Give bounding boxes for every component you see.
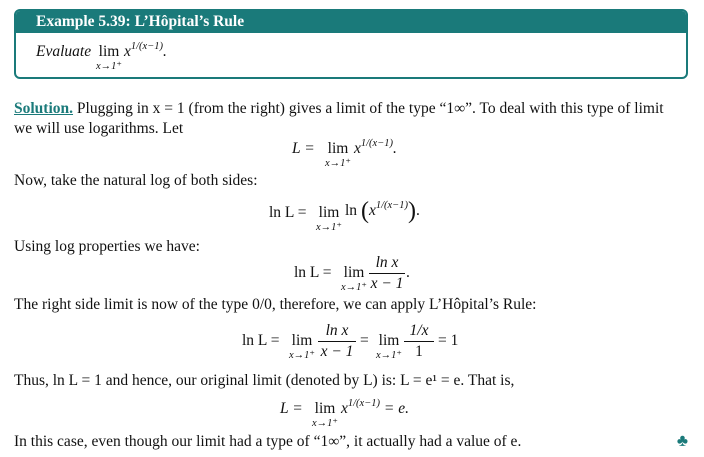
eq2-lhs: ln L = bbox=[269, 204, 307, 221]
eq2-end: . bbox=[415, 202, 420, 219]
eq5-base: x bbox=[341, 400, 348, 417]
eq4-numerator-1: ln x bbox=[318, 322, 356, 342]
eq4-result: = 1 bbox=[438, 332, 459, 349]
solution-label: Solution. bbox=[14, 100, 74, 117]
expr-end: . bbox=[163, 43, 167, 60]
eq3-lim-sub: x→1⁺ bbox=[341, 282, 367, 293]
step-text-2: Using log properties we have: bbox=[14, 238, 200, 255]
example-expression bbox=[124, 43, 167, 61]
example-lead: Evaluate bbox=[36, 43, 92, 60]
eq1-lim-sub: x→1⁺ bbox=[325, 158, 351, 169]
eq3-limit bbox=[341, 264, 367, 293]
eq5-lim-word: lim bbox=[314, 400, 336, 417]
example-body bbox=[16, 33, 686, 77]
eq3-end: . bbox=[406, 264, 410, 281]
eq4-lhs: ln L = bbox=[242, 332, 280, 349]
eq4-limit-1 bbox=[289, 332, 315, 361]
solution-intro-line-2: we will use logarithms. Let bbox=[14, 120, 184, 137]
eq5-exp: 1/(x−1) bbox=[347, 398, 381, 409]
eq2-limit bbox=[316, 204, 342, 233]
example-box bbox=[14, 9, 688, 79]
eq4-denominator-2: 1 bbox=[415, 343, 423, 360]
lim-word: lim bbox=[98, 43, 120, 60]
example-limit bbox=[96, 43, 122, 72]
eq5-result: = e. bbox=[383, 400, 410, 417]
eq5-limit bbox=[312, 400, 338, 429]
eq3-numerator: ln x bbox=[369, 254, 405, 274]
eq2-lim-word: lim bbox=[318, 204, 340, 221]
eq2-exp: 1/(x−1) bbox=[375, 200, 408, 211]
eq1-end: . bbox=[393, 140, 397, 157]
eq5-lhs: L = bbox=[280, 400, 303, 417]
eq3-lhs: ln L = bbox=[294, 264, 332, 281]
eq1-limit bbox=[325, 140, 351, 169]
eq3-denominator: x − 1 bbox=[370, 275, 404, 292]
expr-base: x bbox=[124, 43, 131, 60]
end-of-example-club-icon: ♣ bbox=[676, 431, 688, 450]
step-text-1: Now, take the natural log of both sides: bbox=[14, 172, 258, 189]
eq4-lim2-word: lim bbox=[378, 332, 400, 349]
eq4-equals: = bbox=[360, 332, 369, 349]
eq4-numerator-2: 1/x bbox=[404, 322, 434, 342]
eq4-lim1-word: lim bbox=[291, 332, 313, 349]
eq4-lim1-sub: x→1⁺ bbox=[289, 350, 315, 361]
eq2-fn: ln bbox=[345, 202, 358, 219]
eq1-base: x bbox=[354, 140, 361, 157]
eq4-lim2-sub: x→1⁺ bbox=[376, 350, 402, 361]
eq3-lim-word: lim bbox=[343, 264, 365, 281]
expr-exponent: 1/(x−1) bbox=[130, 41, 164, 52]
eq1-lim-word: lim bbox=[327, 140, 349, 157]
step-text-4: Thus, ln L = 1 and hence, our original limit (denoted by L) is: L = e¹ = e. That is, bbox=[14, 372, 515, 389]
eq2-expression: $\ln (x^{1/(x-1)})$. bbox=[345, 198, 420, 224]
step-text-3: The right side limit is now of the type 0/0, therefore, we can apply L’Hôpital’s Rule: bbox=[14, 296, 537, 313]
eq1-lhs: L = bbox=[292, 140, 315, 157]
example-title: Example 5.39: L’Hôpital’s Rule bbox=[16, 11, 686, 33]
eq2-lim-sub: x→1⁺ bbox=[316, 222, 342, 233]
eq5-expression bbox=[341, 400, 409, 418]
intro-text-1: Plugging in x = 1 (from the right) gives a limit of the type “1∞”. To deal with this type of limit bbox=[76, 100, 664, 117]
solution-intro-line-1 bbox=[14, 100, 664, 118]
eq1-expression bbox=[354, 140, 397, 158]
lim-subscript: x→1⁺ bbox=[96, 61, 122, 72]
eq4-limit-2 bbox=[376, 332, 402, 361]
eq2-base: x bbox=[368, 202, 376, 219]
eq1-exp: 1/(x−1) bbox=[360, 138, 394, 149]
conclusion-text: In this case, even though our limit had a type of “1∞”, it actually had a value of e. bbox=[14, 433, 522, 450]
eq4-fraction-1 bbox=[318, 322, 356, 361]
eq3-fraction bbox=[369, 254, 405, 293]
eq5-lim-sub: x→1⁺ bbox=[312, 418, 338, 429]
eq4-denominator-1: x − 1 bbox=[320, 343, 354, 360]
eq4-fraction-2 bbox=[404, 322, 434, 361]
